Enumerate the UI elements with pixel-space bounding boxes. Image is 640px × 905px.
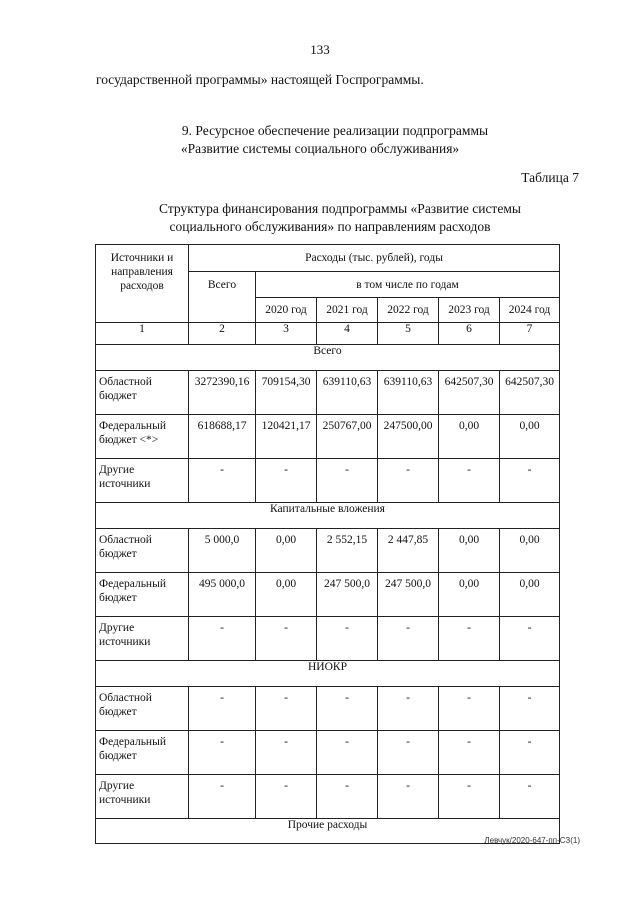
row-source: Другие источники bbox=[96, 775, 189, 819]
financing-table bbox=[95, 244, 560, 844]
row-source: Другие источники bbox=[96, 459, 189, 503]
cell-value: 0,00 bbox=[500, 573, 560, 617]
header-year-2024: 2024 год bbox=[500, 298, 560, 323]
section-row-total bbox=[96, 345, 560, 371]
column-number: 1 bbox=[96, 323, 189, 345]
row-source: Федеральный бюджет bbox=[96, 731, 189, 775]
cell-value: 709154,30 bbox=[256, 371, 317, 415]
cell-value: 3272390,16 bbox=[189, 371, 256, 415]
cell-value: - bbox=[189, 687, 256, 731]
cell-value: 0,00 bbox=[439, 529, 500, 573]
cell-value: - bbox=[500, 617, 560, 661]
header-year-2020: 2020 год bbox=[256, 298, 317, 323]
cell-value: 2 447,85 bbox=[378, 529, 439, 573]
table-body bbox=[96, 345, 560, 844]
row-source: Федеральный бюджет bbox=[96, 573, 189, 617]
table-row bbox=[96, 687, 560, 731]
cell-value: - bbox=[189, 775, 256, 819]
cell-value: 0,00 bbox=[439, 573, 500, 617]
cell-value: - bbox=[317, 687, 378, 731]
row-source: Областной бюджет bbox=[96, 687, 189, 731]
cell-value: - bbox=[500, 687, 560, 731]
table-caption bbox=[0, 200, 640, 236]
cell-value: - bbox=[378, 731, 439, 775]
header-by-years: в том числе по годам bbox=[256, 272, 560, 298]
table-row bbox=[96, 529, 560, 573]
intro-text: государственной программы» настоящей Госпрограммы. bbox=[96, 72, 424, 87]
cell-value: 642507,30 bbox=[439, 371, 500, 415]
table-header bbox=[96, 245, 560, 345]
header-sources: Источники и направления расходов bbox=[96, 245, 189, 323]
cell-value: 495 000,0 bbox=[189, 573, 256, 617]
header-year-2021: 2021 год bbox=[317, 298, 378, 323]
table-row bbox=[96, 731, 560, 775]
cell-value: - bbox=[500, 459, 560, 503]
cell-value: 0,00 bbox=[500, 529, 560, 573]
section-title-line-1: 9. Ресурсное обеспечение реализации подпрограммы bbox=[181, 123, 489, 138]
cell-value: - bbox=[378, 775, 439, 819]
row-source: Федеральный бюджет <*> bbox=[96, 415, 189, 459]
cell-value: 120421,17 bbox=[256, 415, 317, 459]
cell-value: - bbox=[500, 775, 560, 819]
cell-value: - bbox=[317, 459, 378, 503]
table-row bbox=[96, 459, 560, 503]
row-source: Другие источники bbox=[96, 617, 189, 661]
table-row bbox=[96, 573, 560, 617]
cell-value: - bbox=[317, 617, 378, 661]
cell-value: 639110,63 bbox=[378, 371, 439, 415]
row-source: Областной бюджет bbox=[96, 529, 189, 573]
cell-value: - bbox=[378, 459, 439, 503]
cell-value: - bbox=[189, 459, 256, 503]
cell-value: - bbox=[500, 731, 560, 775]
cell-value: - bbox=[439, 617, 500, 661]
header-year-2022: 2022 год bbox=[378, 298, 439, 323]
cell-value: 0,00 bbox=[256, 573, 317, 617]
header-total: Всего bbox=[189, 272, 256, 323]
cell-value: 2 552,15 bbox=[317, 529, 378, 573]
section-title: НИОКР bbox=[96, 661, 560, 687]
cell-value: 247 500,0 bbox=[317, 573, 378, 617]
table-label: Таблица 7 bbox=[521, 170, 579, 185]
section-title-line-2: «Развитие системы социального обслуживания» bbox=[180, 141, 460, 156]
table-caption-line-1: Структура финансирования подпрограммы «Развитие системы bbox=[159, 201, 521, 216]
cell-value: - bbox=[256, 731, 317, 775]
cell-value: - bbox=[189, 731, 256, 775]
cell-value: 618688,17 bbox=[189, 415, 256, 459]
cell-value: - bbox=[317, 775, 378, 819]
section-title: Капитальные вложения bbox=[96, 503, 560, 529]
cell-value: - bbox=[256, 617, 317, 661]
cell-value: - bbox=[256, 687, 317, 731]
cell-value: - bbox=[378, 687, 439, 731]
page-number: 133 bbox=[310, 42, 330, 57]
cell-value: - bbox=[439, 731, 500, 775]
cell-value: - bbox=[439, 775, 500, 819]
cell-value: - bbox=[439, 459, 500, 503]
table-row bbox=[96, 775, 560, 819]
cell-value: - bbox=[256, 459, 317, 503]
header-expenses: Расходы (тыс. рублей), годы bbox=[189, 245, 560, 272]
row-source: Областной бюджет bbox=[96, 371, 189, 415]
cell-value: 247 500,0 bbox=[378, 573, 439, 617]
cell-value: 5 000,0 bbox=[189, 529, 256, 573]
section-title: Прочие расходы bbox=[96, 819, 560, 844]
cell-value: - bbox=[439, 687, 500, 731]
table-row bbox=[96, 415, 560, 459]
cell-value: 0,00 bbox=[256, 529, 317, 573]
section-title: Всего bbox=[96, 345, 560, 371]
cell-value: 639110,63 bbox=[317, 371, 378, 415]
section-row-rnd bbox=[96, 661, 560, 687]
cell-value: 0,00 bbox=[500, 415, 560, 459]
column-number: 3 bbox=[256, 323, 317, 345]
column-number: 4 bbox=[317, 323, 378, 345]
column-number: 7 bbox=[500, 323, 560, 345]
header-year-2023: 2023 год bbox=[439, 298, 500, 323]
section-row-capital bbox=[96, 503, 560, 529]
cell-value: - bbox=[189, 617, 256, 661]
table-caption-line-2: социального обслуживания» по направлениям расходов bbox=[169, 219, 491, 234]
column-number: 6 bbox=[439, 323, 500, 345]
cell-value: 642507,30 bbox=[500, 371, 560, 415]
section-title bbox=[0, 122, 640, 158]
column-number: 2 bbox=[189, 323, 256, 345]
table-row bbox=[96, 617, 560, 661]
cell-value: - bbox=[256, 775, 317, 819]
table-row bbox=[96, 371, 560, 415]
column-number: 5 bbox=[378, 323, 439, 345]
column-number-row bbox=[96, 323, 560, 345]
cell-value: 247500,00 bbox=[378, 415, 439, 459]
cell-value: 250767,00 bbox=[317, 415, 378, 459]
cell-value: - bbox=[378, 617, 439, 661]
document-code: Левчук/2020-647-пп-СЗ(1) bbox=[484, 836, 580, 845]
cell-value: 0,00 bbox=[439, 415, 500, 459]
cell-value: - bbox=[317, 731, 378, 775]
